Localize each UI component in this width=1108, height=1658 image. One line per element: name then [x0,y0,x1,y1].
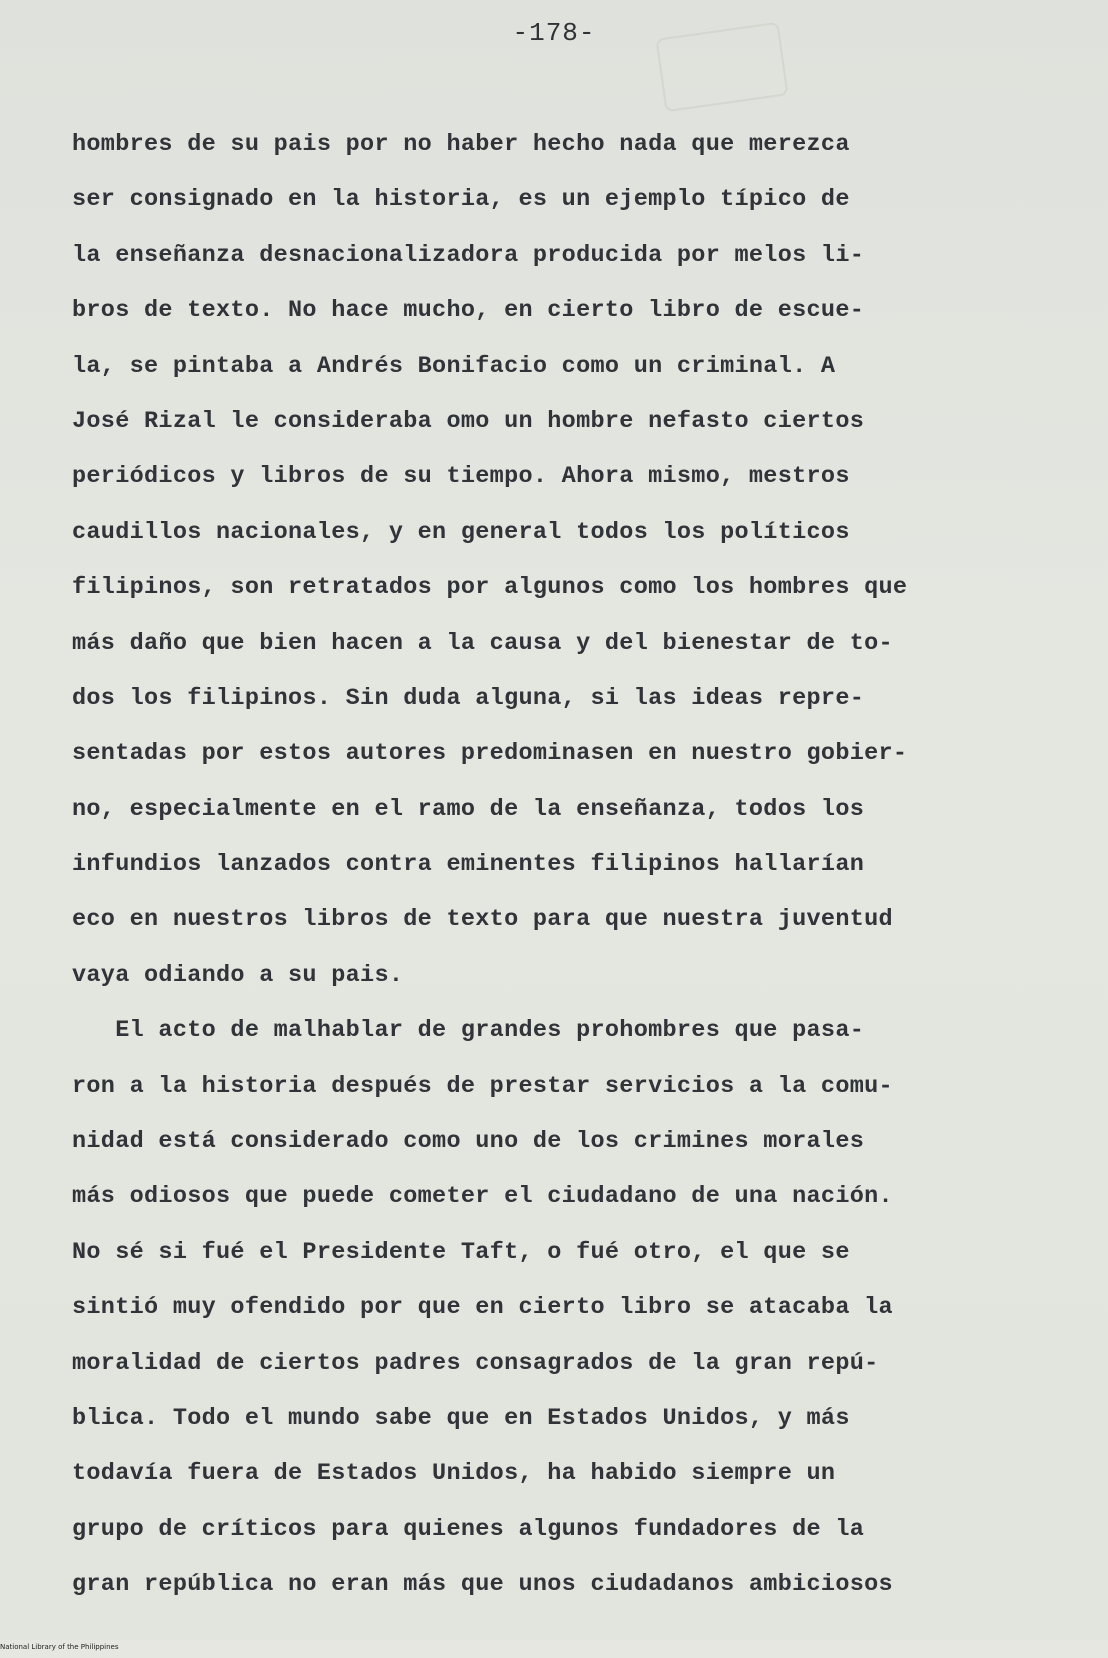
text-line: todavía fuera de Estados Unidos, ha habido siempre un [72,1460,836,1488]
text-line: nidad está considerado como uno de los crimines morales [72,1128,865,1156]
text-line: la enseñanza desnacionalizadora producida por melos li- [72,241,865,269]
text-line: vaya odiando a su pais. [72,961,404,989]
text-line: infundios lanzados contra eminentes filipinos hallarían [72,851,865,879]
text-line: José Rizal le consideraba omo un hombre nefasto ciertos [72,407,865,435]
text-line: no, especialmente en el ramo de la enseñanza, todos los [72,795,865,823]
text-line: No sé si fué el Presidente Taft, o fué otro, el que se [72,1238,850,1266]
body-text [72,125,1082,1621]
paragraph-1 [72,125,1082,1011]
page-number: -178- [512,18,596,48]
text-line: eco en nuestros libros de texto para que nuestra juventud [72,906,893,934]
text-line: hombres de su pais por no haber hecho nada que merezca [72,131,850,158]
text-line: ron a la historia después de prestar servicios a la comu- [72,1072,893,1100]
text-line: gran república no eran más que unos ciudadanos ambiciosos [72,1571,893,1599]
text-line: grupo de críticos para quienes algunos fundadores de la [72,1515,865,1543]
text-line: sintió muy ofendido por que en cierto libro se atacaba la [72,1294,893,1322]
paragraph-2 [72,1011,1082,1620]
text-line: más daño que bien hacen a la causa y del bienestar de to- [72,629,893,657]
text-line: filipinos, son retratados por algunos como los hombres que [72,574,908,602]
text-line: moralidad de ciertos padres consagrados de la gran repú- [72,1349,879,1377]
text-line: sentadas por estos autores predominasen en nuestro gobier- [72,740,908,768]
text-line: periódicos y libros de su tiempo. Ahora mismo, mestros [72,463,850,491]
text-line: El acto de malhablar de grandes prohombres que pasa- [72,1017,865,1045]
text-line: ser consignado en la historia, es un ejemplo típico de [72,186,850,214]
text-line: la, se pintaba a Andrés Bonifacio como un criminal. A [72,352,836,380]
text-line: dos los filipinos. Sin duda alguna, si las ideas repre- [72,684,865,712]
text-line: blica. Todo el mundo sabe que en Estados Unidos, y más [72,1404,850,1432]
text-line: caudillos nacionales, y en general todos los políticos [72,518,850,546]
text-line: más odiosos que puede cometer el ciudadano de una nación. [72,1183,893,1211]
library-footer: National Library of the Philippines [0,1643,119,1651]
text-line: bros de texto. No hace mucho, en cierto libro de escue- [72,297,865,325]
